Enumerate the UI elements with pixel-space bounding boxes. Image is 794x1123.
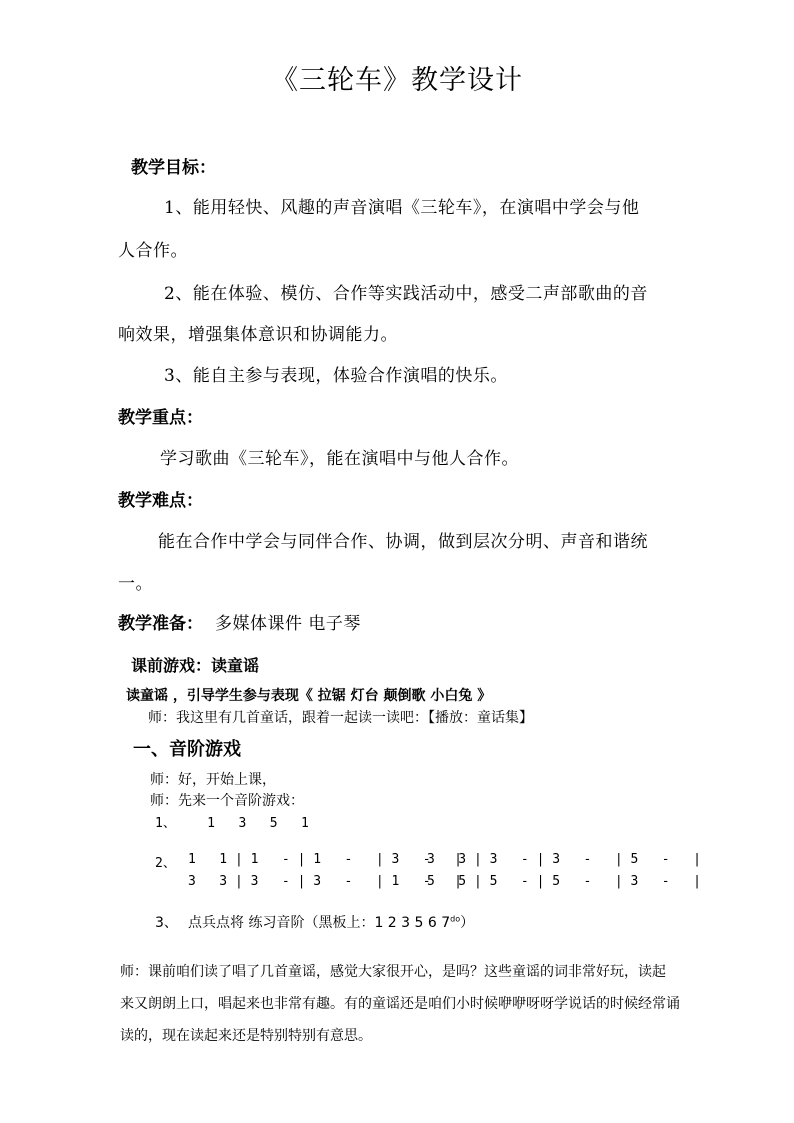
exercise-2-left-row2: 3 3 | 3 - | 3 - | 1 - | [188,874,462,889]
key-point-heading: 教学重点： [118,408,203,428]
exercise-3-text: 点兵点将 练习音阶（黑板上：1 2 3 5 6 7 [188,915,451,931]
section-1-heading: 一、音阶游戏 [133,739,241,760]
preparation-text: 多媒体课件 电子琴 [215,614,361,634]
exercise-2-number: 2、 [155,856,176,871]
key-point-text: 学习歌曲《三轮车》，能在演唱中与他人合作。 [160,449,519,469]
exercise-2-right-row1: 3 3 | 3 - | 3 - | 5 - | [427,852,701,867]
goal-item-3: 3、能自主参与表现，体验合作演唱的快乐。 [164,366,508,386]
exercise-3-end: ） [460,915,475,931]
exercise-3-superscript: do [450,914,461,924]
section-1-line1: 师：好，开始上课， [150,772,276,788]
closing-line1-text: 师：课前咱们读了唱了几首童谣，感觉大家很开心，是吗？这些童谣的词非常好玩，读起 [120,964,666,980]
section-1-line2: 师：先来一个音阶游戏： [150,793,304,809]
pre-class-line1: 读童谣 ，引导学生参与表现《 拉锯 灯台 颠倒歌 小白兔 》 [126,688,492,704]
difficulty-line2: 一。 [118,574,153,594]
pre-class-heading: 课前游戏：读童谣 [131,656,260,675]
goals-heading: 教学目标： [131,158,216,178]
goal-item-2-line2: 响效果，增强集体意识和协调能力。 [118,325,398,345]
exercise-3-number: 3、 [155,915,178,931]
exercise-1: 1、 1 3 5 1 [155,816,309,831]
exercise-2-left-row1: 1 1 | 1 - | 1 - | 3 - | [188,852,462,867]
preparation-heading: 教学准备： [118,614,203,634]
closing-line1 [120,961,666,981]
exercise-2-right-row2: 5 5 | 5 - | 5 - | 3 - | [427,874,701,889]
closing-line3: 读的，现在读起来还是特别特别有意思。 [120,1028,372,1044]
goal-item-1-line2: 人合作。 [118,241,188,261]
pre-class-line2: 师：我这里有几首童话，跟着一起读一读吧：【播放：童话集】 [148,710,533,726]
goal-item-1-line1: 1、能用轻快、风趣的声音演唱《三轮车》，在演唱中学会与他 [164,198,640,218]
closing-line2: 来又朗朗上口，唱起来也非常有趣。有的童谣还是咱们小时候咿咿呀呀学说话的时候经常诵 [120,996,680,1012]
document-title: 《三轮车》教学设计 [271,65,523,96]
difficulty-line1: 能在合作中学会与同伴合作、协调，做到层次分明、声音和谐统 [158,532,648,552]
difficulty-heading: 教学难点： [118,491,203,511]
goal-item-2-line1: 2、能在体验、模仿、合作等实践活动中，感受二声部歌曲的音 [164,284,648,304]
exercise-3 [188,912,474,932]
